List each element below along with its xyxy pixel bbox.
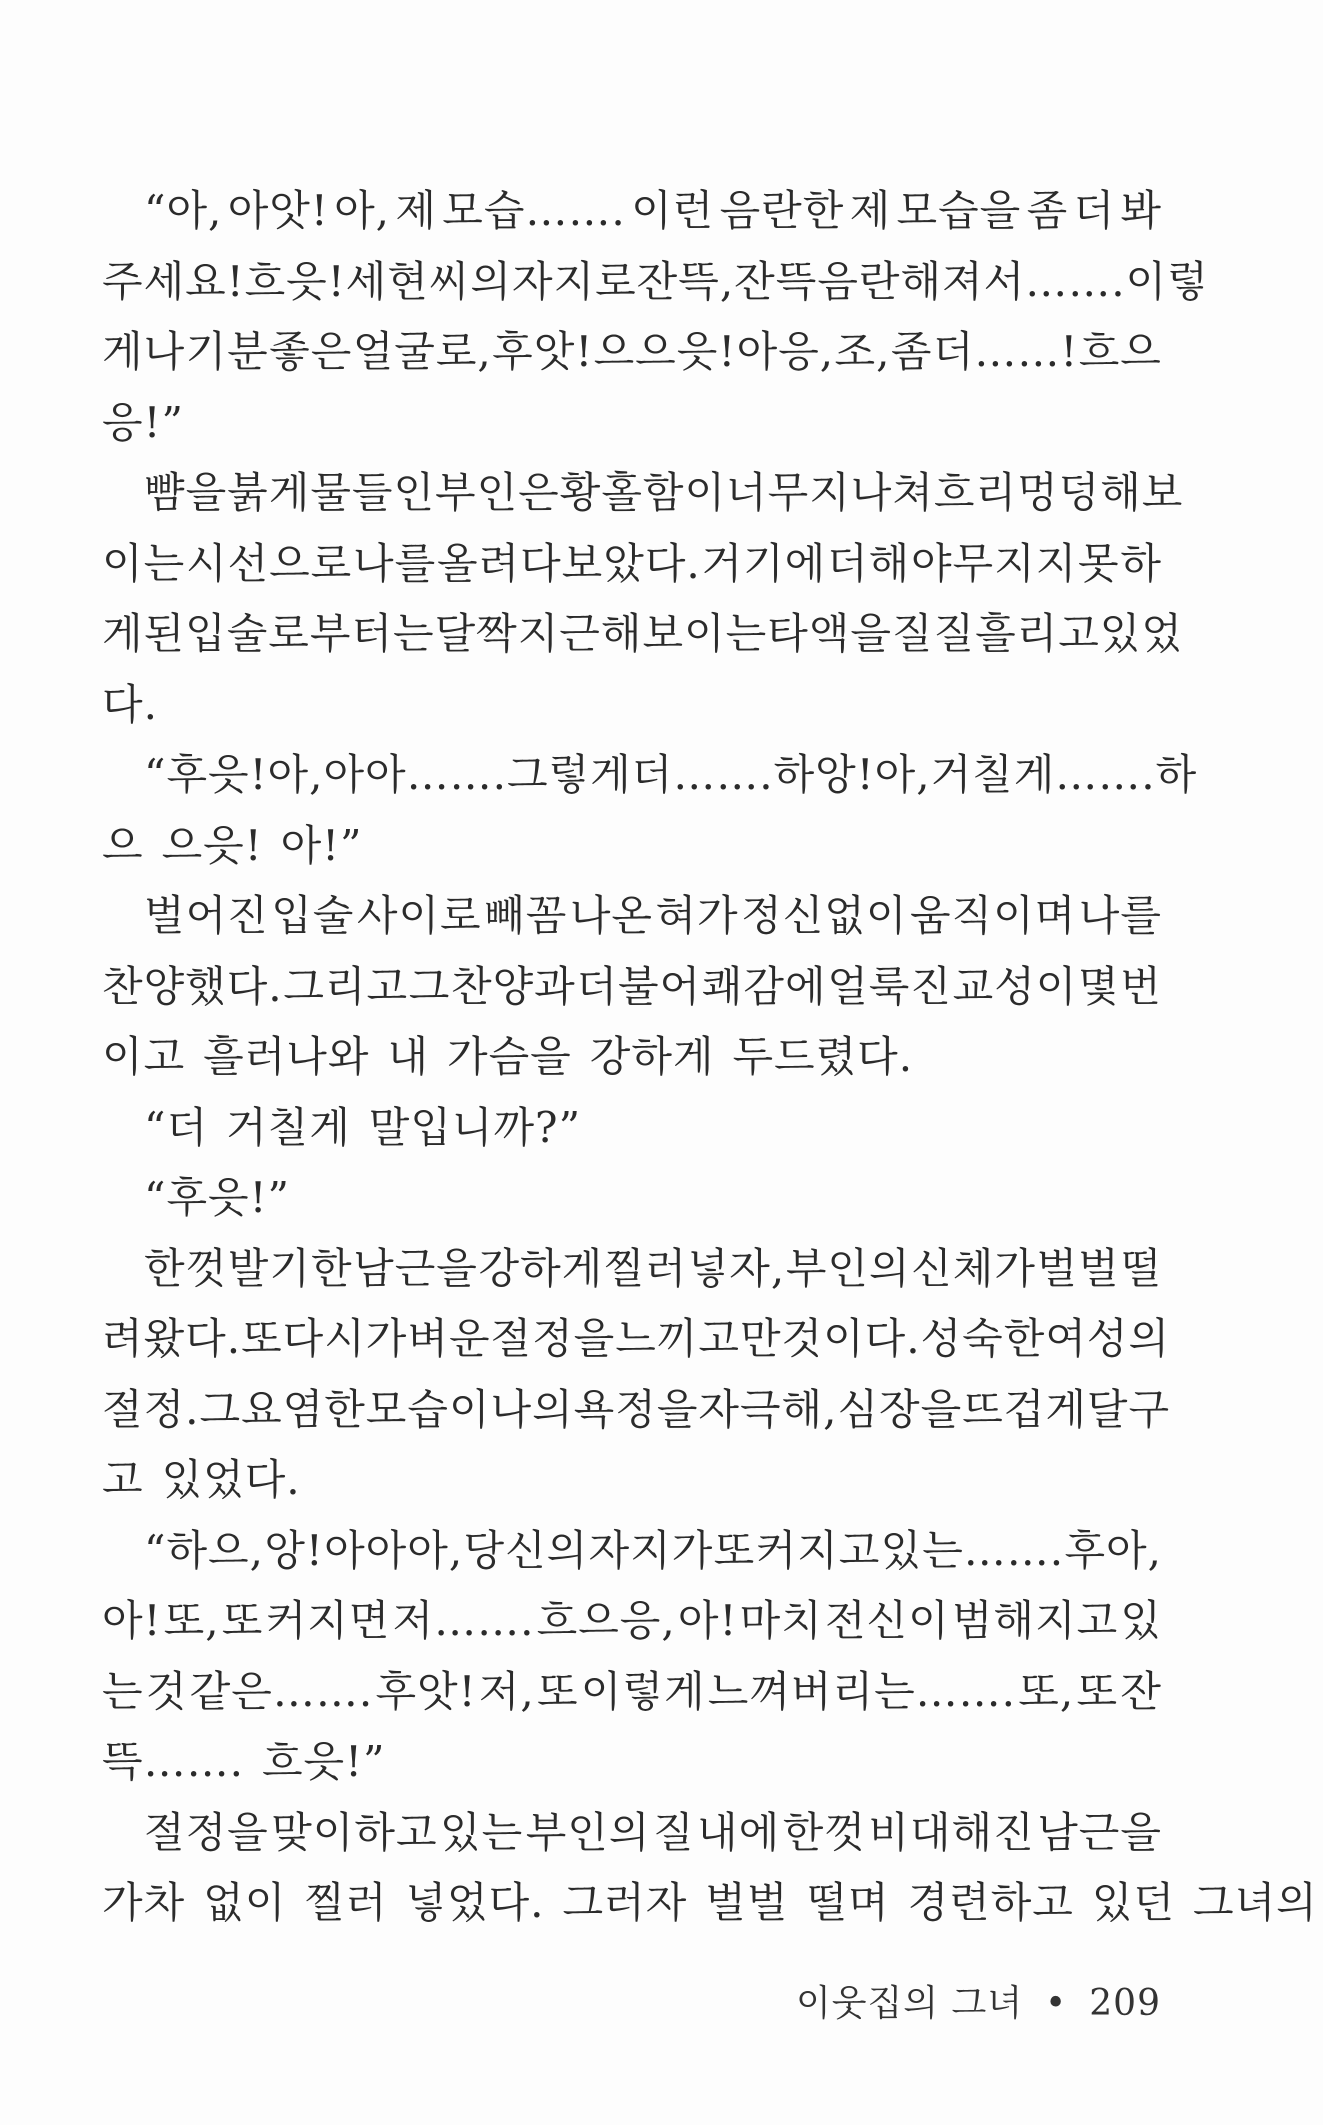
- word: 아,: [334, 186, 391, 235]
- word: 움직이며: [909, 891, 1077, 940]
- dialogue-line: [102, 317, 1162, 388]
- dialogue-line: [102, 740, 1198, 811]
- word: 또다시: [241, 1314, 366, 1363]
- word: 내: [387, 1032, 430, 1081]
- word: 찬양했다.: [102, 961, 283, 1011]
- word: 질질: [891, 609, 976, 658]
- word: 두드렸다.: [732, 1032, 914, 1081]
- word: 말입니까?”: [368, 1102, 582, 1152]
- word: 흐으응,: [536, 1596, 676, 1645]
- word: 조,: [834, 327, 891, 376]
- word: 떨며: [806, 1878, 890, 1927]
- word: 모습을: [896, 186, 1022, 235]
- word: 달구: [1086, 1384, 1171, 1434]
- word: 후아,: [1064, 1525, 1162, 1575]
- word: 좋은: [269, 327, 353, 376]
- dialogue-line: [102, 1657, 1162, 1728]
- word: 또,: [163, 1596, 220, 1645]
- word: 자지로: [511, 256, 637, 306]
- narration-line: [102, 1798, 1162, 1869]
- word: 경련하고: [907, 1878, 1074, 1927]
- word: 있는…….: [880, 1525, 1065, 1575]
- word: 지나쳐: [809, 468, 934, 517]
- word: 그러자: [562, 1878, 688, 1927]
- word: 려왔다.: [102, 1314, 242, 1363]
- word: 붉게: [227, 468, 311, 517]
- word: 그렇게: [506, 750, 632, 799]
- word: 아!: [102, 1596, 162, 1645]
- word: 거칠게: [226, 1102, 351, 1152]
- word: 달짝지근해: [434, 609, 643, 658]
- dialogue-line: [102, 388, 1162, 459]
- page-footer: [796, 1975, 1161, 2026]
- word: 성숙한: [920, 1314, 1046, 1363]
- word: 벌벌: [1036, 1243, 1120, 1293]
- dialogue-line: [102, 811, 1162, 882]
- word: 타액을: [767, 609, 892, 658]
- word: 또: [536, 1666, 579, 1716]
- word: 전신이: [824, 1596, 950, 1645]
- word: 으읏!: [161, 820, 263, 870]
- word: 벌벌: [705, 1878, 789, 1927]
- word: 이는: [102, 538, 186, 588]
- word: 더: [1073, 186, 1116, 235]
- word: 맞이하고: [271, 1807, 438, 1857]
- word: 발기한: [227, 1243, 353, 1293]
- word: 입술로부터는: [185, 609, 435, 658]
- word: 모습이: [365, 1384, 491, 1434]
- word: 교성이: [952, 961, 1078, 1011]
- word: 부인의: [785, 1243, 911, 1293]
- dialogue-line: [102, 1516, 1162, 1587]
- word: 절정을: [144, 1807, 269, 1857]
- word: 모습…….: [442, 186, 626, 235]
- narration-line: [102, 1868, 1318, 1939]
- dialogue-line: [102, 1586, 1162, 1657]
- narration-line: [102, 952, 1162, 1023]
- word: 남근을: [1037, 1807, 1162, 1857]
- word: 황홀함이: [559, 468, 727, 517]
- word: 물들인: [310, 468, 436, 517]
- word: 제: [395, 186, 437, 235]
- footer-separator: •: [1045, 1983, 1068, 2024]
- word: 아!”: [280, 820, 363, 870]
- dialogue-line: [102, 176, 1162, 247]
- word: 가벼운: [365, 1314, 491, 1363]
- word: 있었: [1099, 609, 1183, 658]
- narration-line: [102, 1375, 1171, 1446]
- word: 시선으로: [185, 538, 353, 588]
- word: 뜩…….: [102, 1737, 244, 1786]
- word: 흐리멍덩해: [933, 468, 1142, 517]
- word: 사이로: [356, 891, 482, 940]
- dialogue-line: [102, 247, 1209, 318]
- word: 비대해진: [868, 1807, 1035, 1857]
- word: 흘리고: [975, 609, 1100, 658]
- narration-line: [102, 1304, 1171, 1375]
- word: 고: [102, 1455, 144, 1504]
- word: 내에: [697, 1807, 781, 1857]
- word: 더…….: [631, 750, 774, 799]
- word: 흘러나와: [203, 1032, 370, 1081]
- word: 것이다.: [781, 1314, 921, 1363]
- narration-line: [102, 1234, 1162, 1305]
- page-number: 209: [1089, 1983, 1161, 2024]
- word: “후읏!: [144, 750, 268, 799]
- word: 너무: [726, 468, 810, 517]
- word: 절정을: [490, 1314, 616, 1363]
- word: 느껴버리는…….: [707, 1666, 1016, 1716]
- word: 아아아,: [324, 1525, 464, 1575]
- word: 또: [713, 1525, 756, 1575]
- word: 아앗!: [227, 186, 329, 235]
- word: 넣었다.: [405, 1878, 545, 1927]
- word: 하: [1120, 538, 1162, 588]
- word: 강하게: [589, 1032, 715, 1081]
- word: 절정.: [102, 1384, 200, 1434]
- word: 자지가: [588, 1525, 714, 1575]
- word: 하: [1155, 750, 1198, 799]
- word: 얼룩진: [827, 961, 952, 1011]
- word: 쾌감에: [701, 961, 827, 1011]
- word: 여성의: [1045, 1314, 1171, 1363]
- word: 더해: [827, 538, 911, 588]
- word: “하으,: [144, 1525, 264, 1575]
- word: 벌어진: [144, 891, 269, 940]
- word: 보: [1141, 468, 1184, 517]
- word: 는: [102, 1666, 144, 1716]
- word: 있: [1120, 1596, 1162, 1645]
- word: “아,: [144, 186, 223, 235]
- word: 으으읏!: [593, 327, 737, 376]
- word: 게: [102, 609, 144, 658]
- word: 뜨겁게: [962, 1384, 1087, 1434]
- word: 보이는: [642, 609, 768, 658]
- word: 있는: [440, 1807, 524, 1857]
- word: 입술: [271, 891, 355, 940]
- word: 자극해,: [698, 1384, 838, 1434]
- word: 제: [849, 186, 892, 235]
- word: 또: [221, 1596, 264, 1645]
- word: 커지면: [265, 1596, 391, 1645]
- word: 더……!: [932, 327, 1079, 376]
- word: 찔러: [603, 1243, 688, 1293]
- word: 질: [652, 1807, 695, 1857]
- body-text: [102, 176, 1318, 1939]
- word: 몇: [1078, 961, 1120, 1011]
- word: 가차: [102, 1878, 186, 1927]
- word: 있었다.: [161, 1455, 301, 1504]
- word: 강하게: [478, 1243, 604, 1293]
- word: 찔러: [304, 1878, 388, 1927]
- word: 요염한: [241, 1384, 366, 1434]
- dialogue-line: [102, 1727, 1162, 1798]
- word: 주세요!: [102, 256, 245, 306]
- word: 나를: [353, 538, 437, 588]
- word: 응!”: [102, 397, 184, 447]
- word: 얼굴로,: [352, 327, 492, 376]
- word: 세현: [345, 256, 429, 306]
- word: 후앗!: [375, 1666, 477, 1716]
- word: 넣자,: [687, 1243, 786, 1293]
- word: 기분: [185, 327, 269, 376]
- word: 아아…….: [323, 750, 507, 799]
- narration-line: [102, 670, 1162, 741]
- word: 빼꼼: [484, 891, 568, 940]
- word: 범해지고: [951, 1596, 1119, 1645]
- word: 느끼고만: [615, 1314, 782, 1363]
- word: 그리고: [283, 961, 409, 1011]
- word: 떨: [1120, 1243, 1162, 1293]
- word: “후읏!”: [144, 1173, 290, 1222]
- word: 나의: [490, 1384, 574, 1434]
- word: 한껏: [144, 1243, 228, 1293]
- word: 당신의: [463, 1525, 589, 1575]
- dialogue-line: [102, 1093, 1162, 1164]
- word: 앙!: [264, 1525, 324, 1575]
- word: 저…….: [392, 1596, 535, 1645]
- word: 뺨을: [144, 468, 228, 517]
- word: 좀: [1026, 186, 1069, 235]
- word: 혀가: [655, 891, 739, 940]
- word: 또,: [1018, 1666, 1075, 1716]
- word: 거칠게…….: [930, 750, 1156, 799]
- narration-line: [102, 529, 1162, 600]
- word: 더불어: [576, 961, 702, 1011]
- dialogue-line: [102, 1163, 1162, 1234]
- word: 나를: [1078, 891, 1162, 940]
- word: 아,: [267, 750, 324, 799]
- narration-line: [102, 599, 1183, 670]
- word: 나온: [569, 891, 653, 940]
- word: 아!: [677, 1596, 738, 1645]
- word: 같은…….: [189, 1666, 374, 1716]
- word: 잔뜩,: [636, 256, 735, 306]
- word: 남근을: [353, 1243, 478, 1293]
- word: 한껏: [782, 1807, 866, 1857]
- word: 가슴을: [447, 1032, 572, 1081]
- word: 된: [143, 609, 186, 658]
- word: 으: [102, 820, 144, 870]
- word: 음란해져서…….: [817, 256, 1126, 306]
- word: 잔뜩: [734, 256, 818, 306]
- word: 것: [145, 1666, 188, 1716]
- word: 아,: [874, 750, 931, 799]
- word: 정신없이: [741, 891, 908, 940]
- narration-line: [102, 1445, 1162, 1516]
- word: 저,: [478, 1666, 535, 1716]
- word: 신체가: [911, 1243, 1036, 1293]
- word: 있던: [1091, 1878, 1176, 1927]
- word: 아응,: [736, 327, 835, 376]
- word: 커지고: [755, 1525, 881, 1575]
- word: “더: [144, 1102, 209, 1152]
- word: 다.: [102, 679, 158, 729]
- word: 잔: [1120, 1666, 1162, 1716]
- word: 이렇: [1125, 256, 1209, 306]
- word: 욕정을: [573, 1384, 699, 1434]
- word: 하앙!: [773, 750, 875, 799]
- word: 부인의: [525, 1807, 651, 1857]
- word: 이런: [631, 186, 715, 235]
- word: 그: [199, 1384, 242, 1434]
- word: 거기에: [701, 538, 827, 588]
- word: 게나: [102, 327, 186, 376]
- word: 번: [1120, 961, 1162, 1011]
- word: 음란한: [719, 186, 845, 235]
- word: 찬양과: [451, 961, 576, 1011]
- narration-line: [102, 881, 1162, 952]
- word: 이고: [102, 1032, 186, 1081]
- word: 흐으: [1078, 327, 1162, 376]
- word: 흐읏!”: [261, 1737, 386, 1786]
- word: 마치: [739, 1596, 823, 1645]
- narration-line: [102, 458, 1184, 529]
- word: 없이: [203, 1878, 287, 1927]
- word: 올려다보았다.: [436, 538, 701, 588]
- word: 야무지지: [910, 538, 1078, 588]
- narration-line: [102, 1022, 1162, 1093]
- word: 심장을: [837, 1384, 963, 1434]
- word: 봐: [1120, 186, 1162, 235]
- word: 못: [1078, 538, 1120, 588]
- word: 좀: [890, 327, 933, 376]
- word: 이렇게: [580, 1666, 706, 1716]
- word: 씨의: [428, 256, 512, 306]
- word: 부인은: [435, 468, 560, 517]
- word: 그: [408, 961, 451, 1011]
- word: 그녀의: [1193, 1878, 1318, 1927]
- running-title: 이웃집의 그녀: [795, 1983, 1024, 2024]
- word: 흐읏!: [244, 256, 346, 306]
- word: 후앗!: [492, 327, 594, 376]
- word: 또: [1076, 1666, 1119, 1716]
